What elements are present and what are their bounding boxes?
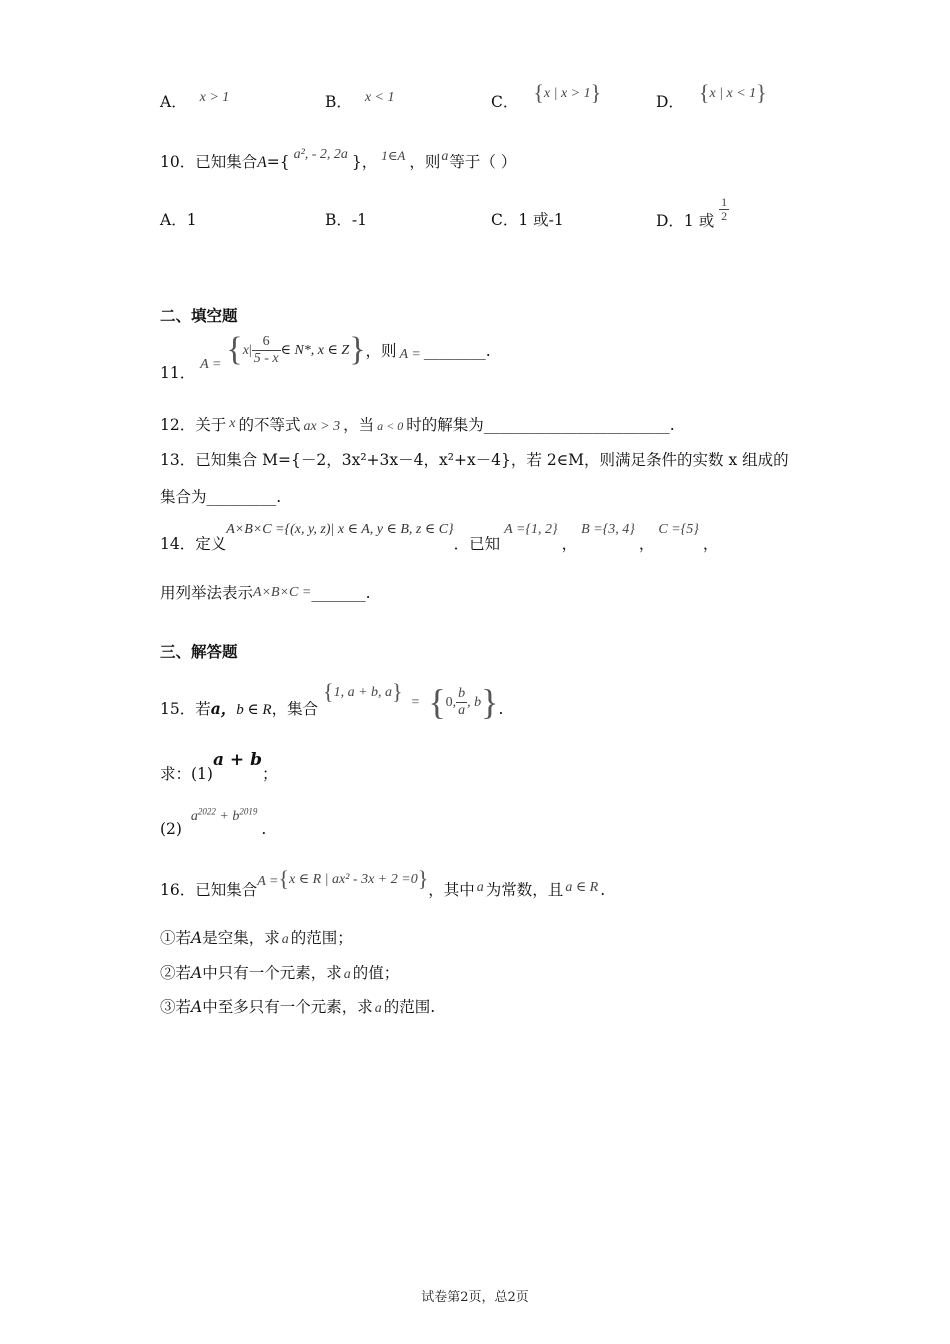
q15-part2-math: $a^{2022} + b^{2019}$ (190, 806, 258, 824)
question-11: 11． A = {x| $\frac{6}{5 - x}$ ∈ N*, x ∈ Z}，则 A = ________. (160, 331, 491, 382)
q13-answer-blank[interactable]: _________ (206, 488, 277, 506)
section-title-answer: 三、解答题 (160, 642, 238, 661)
q9-option-a: A． x > 1 (160, 90, 230, 111)
question-13-line2: 集合为_________. (160, 488, 282, 506)
q10-elements: a², - 2, 2a (293, 147, 348, 162)
q11-fraction: $\frac{6}{5 - x}$ (253, 334, 279, 366)
question-16-sub1: ①若A是空集，求 a 的范围； (160, 929, 353, 947)
question-14-line2: 用列举法表示A×B×C =_______. (160, 584, 371, 602)
q9-option-d-math: x | x < 1 (709, 86, 757, 101)
question-14-line1: 14．定义A×B×C ={(x, y, z)| x ∈ A, y ∈ B, z ∈ C}．已知A ={1, 2}，B ={3, 4}，C ={5}， (160, 522, 719, 553)
q10-option-d-fraction: $\frac{1}{2}$ (721, 195, 728, 224)
q9-option-b: B． x < 1 (325, 90, 395, 111)
q10-option-d: D．1 或 $\frac{1}{2}$ (656, 195, 728, 230)
q10-option-c: C．1 或-1 (491, 211, 564, 229)
question-16: 16．已知集合A ={x ∈ R | ax² - 3x + 2 =0}，其中 a 为常数，且 a ∈ R . (160, 866, 606, 899)
q15-set-left: 1, a + b, a (333, 685, 393, 700)
q10-option-a: A．1 (160, 211, 197, 229)
q16-set: x ∈ R | ax² - 3x + 2 =0 (289, 872, 418, 887)
q15-part1-math: a + b (212, 750, 262, 770)
question-13-line1: 13．已知集合 M={－2，3x²+3x－4，x²+x－4}，若 2∈M，则满足条件的实数 x 组成的 (160, 451, 789, 469)
q10-option-b: B．-1 (325, 211, 367, 229)
section-title-fill-in: 二、填空题 (160, 306, 238, 325)
question-16-sub3: ③若A中至多只有一个元素，求 a 的范围. (160, 998, 436, 1016)
q9-option-a-math: x > 1 (199, 90, 230, 105)
q10-condition: 1∈A (381, 148, 406, 163)
question-15-part1: 求：(1)a + b； (160, 750, 278, 783)
q15-fraction: $\frac{b}{a}$ (458, 686, 466, 718)
question-12: 12．关于 x 的不等式 ax > 3 ，当 a < 0 时的解集为________________________. (160, 416, 675, 434)
q9-option-c: C． {x | x > 1} (491, 80, 602, 111)
q11-answer-blank[interactable]: ________ (423, 342, 486, 360)
q12-answer-blank[interactable]: ________________________ (483, 416, 670, 434)
q14-definition: A×B×C ={(x, y, z)| x ∈ A, y ∈ B, z ∈ C} (226, 522, 454, 537)
question-15-part2: (2) $a^{2022} + b^{2019}$. (160, 806, 267, 838)
q14-answer-blank[interactable]: _______ (311, 584, 366, 602)
q9-option-b-math: x < 1 (364, 90, 395, 105)
page-footer: 试卷第2页，总2页 (421, 1290, 529, 1305)
question-16-sub2: ②若A中只有一个元素，求 a 的值； (160, 964, 400, 982)
q9-option-c-math: x | x > 1 (543, 86, 591, 101)
question-15: 15．若a，b ∈ R，集合 {1, a + b, a} = {0, $\frac{b}{a}$ , b}. (160, 679, 504, 722)
q9-option-d: D． {x | x < 1} (656, 80, 767, 111)
question-10: 10．已知集合A={ a², - 2, 2a }， $^{1\in A}$ ，则a等于（ ） (160, 147, 517, 171)
